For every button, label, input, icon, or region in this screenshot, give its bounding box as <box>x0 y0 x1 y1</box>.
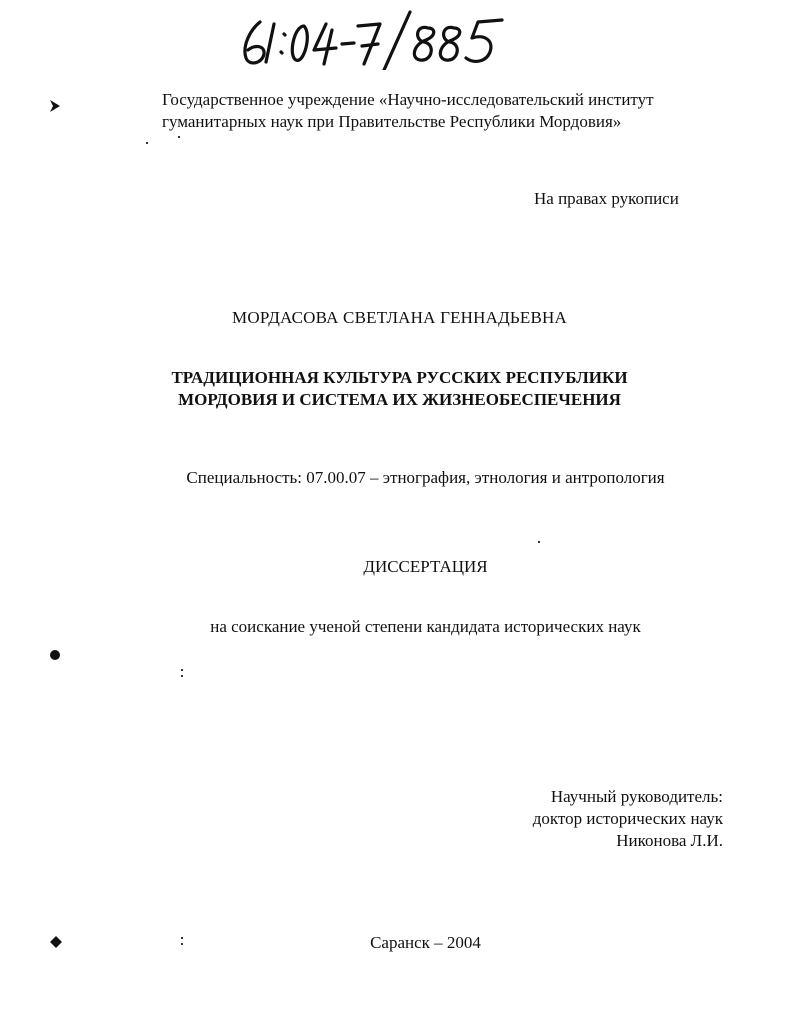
institution-line-2: гуманитарных наук при Правительстве Республики Мордовия» <box>162 112 622 131</box>
supervisor-title: доктор исторических наук <box>532 809 723 828</box>
city-year: Саранск – 2004 <box>370 933 481 952</box>
supervisor-block <box>533 786 723 852</box>
dissertation-title <box>0 367 799 411</box>
document-type-heading: ДИССЕРТАЦИЯ <box>363 557 488 576</box>
supervisor-label: Научный руководитель: <box>550 787 723 806</box>
scan-mark-arrow-icon <box>49 99 61 113</box>
handwritten-catalogue-number <box>238 8 508 70</box>
author-name: МОРДАСОВА СВЕТЛАНА ГЕННАДЬЕВНА <box>232 308 567 327</box>
title-line-2: МОРДОВИЯ И СИСТЕМА ИХ ЖИЗНЕОБЕСПЕЧЕНИЯ <box>178 390 621 409</box>
supervisor-name: Никонова Л.И. <box>616 831 723 850</box>
manuscript-rights-note: На правах рукописи <box>534 189 679 208</box>
scan-speck <box>181 669 183 671</box>
scan-speck <box>146 142 148 144</box>
institution-line-1: Государственное учреждение «Научно-исследовательский институт <box>162 90 654 109</box>
institution-name <box>162 89 654 133</box>
scan-speck <box>538 541 540 543</box>
scan-speck <box>178 136 180 138</box>
punch-hole-mark <box>50 650 60 660</box>
degree-line: на соискание ученой степени кандидата исторических наук <box>210 617 641 636</box>
specialty-line: Специальность: 07.00.07 – этнография, этнология и антропология <box>186 468 665 487</box>
scan-speck <box>181 675 183 677</box>
title-line-1: ТРАДИЦИОННАЯ КУЛЬТУРА РУССКИХ РЕСПУБЛИКИ <box>171 368 628 387</box>
